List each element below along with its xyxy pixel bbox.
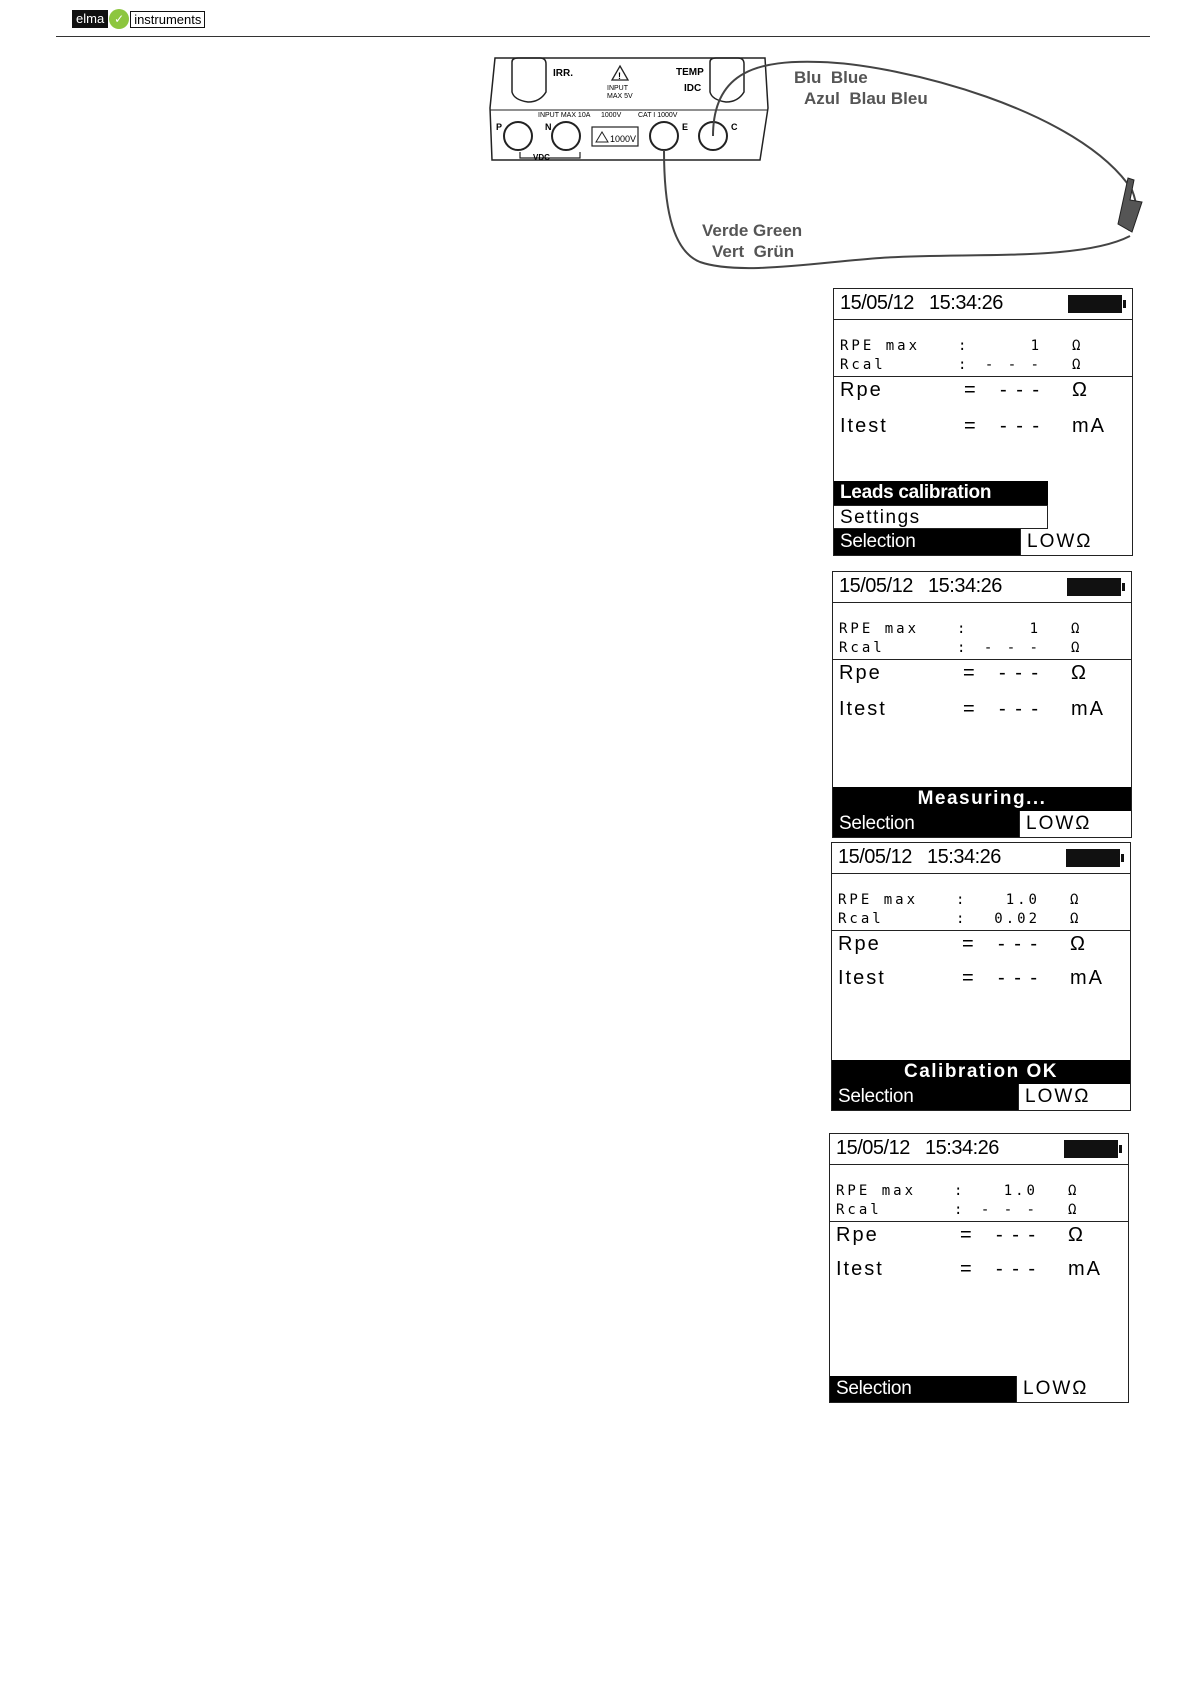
idc-socket	[710, 58, 744, 102]
rcal-label: Rcal	[840, 357, 886, 373]
rpe-max-label: RPE max	[839, 621, 920, 637]
rpe-label: Rpe	[838, 933, 881, 955]
temp-label: TEMP	[676, 67, 704, 78]
battery-icon	[1066, 849, 1120, 867]
terminal-n	[552, 122, 580, 150]
instrument-panel	[490, 58, 768, 160]
itest-label: Itest	[838, 967, 886, 989]
rpe-label: Rpe	[839, 662, 882, 684]
menu-item-settings[interactable]: Settings	[834, 505, 1048, 529]
rcal-value: - - -	[984, 357, 1042, 373]
brand-name-left: elma	[72, 10, 108, 28]
selection-softkey[interactable]: Selection	[833, 811, 1019, 837]
date-time: 15/05/12 15:34:26	[838, 846, 1001, 868]
blue-lead-label-1: Blu Blue	[794, 68, 868, 87]
rpe-max-label: RPE max	[836, 1183, 917, 1199]
instrument-screen-1: 15/05/12 15:34:26 RPE max : 1 Ω Rcal : - - - Ω Rpe = - - - Ω Itest = - - - mA Leads calibration Settings Selection LOWΩ	[833, 288, 1133, 556]
selection-softkey[interactable]: Selection	[830, 1376, 1016, 1402]
1000v-label: 1000V	[601, 112, 622, 119]
itest-label: Itest	[836, 1258, 884, 1280]
green-lead-label-2: Vert Grün	[712, 242, 795, 261]
instrument-screen-3: 15/05/12 15:34:26 RPE max : 1.0 Ω Rcal : 0.02 Ω Rpe = - - - Ω Itest = - - - mA Calibration OK Selection LOWΩ	[831, 842, 1131, 1111]
terminal-p	[504, 122, 532, 150]
battery-icon	[1068, 295, 1122, 313]
date-time: 15/05/12 15:34:26	[840, 292, 1003, 314]
probe-tip-icon	[1118, 178, 1142, 232]
rpe-max-label: RPE max	[838, 892, 919, 908]
status-banner: Calibration OK	[832, 1060, 1130, 1084]
svg-text:N: N	[545, 122, 552, 132]
blue-lead-label-2: Azul Blau Bleu	[804, 89, 928, 108]
itest-label: Itest	[839, 698, 887, 720]
irr-label: IRR.	[553, 68, 573, 79]
rpe-value: - - -	[998, 933, 1040, 955]
rpe-max-value: 1	[1029, 621, 1041, 637]
rcal-value: - - -	[980, 1202, 1038, 1218]
vdc-label: VDC	[533, 153, 550, 162]
battery-icon	[1067, 578, 1121, 596]
date-time: 15/05/12 15:34:26	[839, 575, 1002, 597]
selection-softkey[interactable]: Selection	[834, 529, 1020, 555]
mode-indicator: LOWΩ	[1019, 811, 1131, 837]
cat-label: CAT I 1000V	[638, 112, 678, 119]
rcal-label: Rcal	[836, 1202, 882, 1218]
svg-text:1000V: 1000V	[610, 134, 637, 144]
rcal-label: Rcal	[839, 640, 885, 656]
itest-value: - - -	[1000, 415, 1042, 437]
rpe-value: - - -	[999, 662, 1041, 684]
mode-indicator: LOWΩ	[1016, 1376, 1128, 1402]
blue-lead	[713, 62, 1136, 230]
rpe-label: Rpe	[840, 379, 883, 401]
rcal-value: - - -	[983, 640, 1041, 656]
status-banner: Measuring...	[833, 787, 1131, 811]
input-max-10a-label: INPUT MAX 10A	[538, 112, 591, 119]
terminal-e	[650, 122, 678, 150]
svg-text:MAX 5V: MAX 5V	[607, 93, 633, 100]
mode-indicator: LOWΩ	[1020, 529, 1132, 555]
svg-text:P: P	[496, 122, 503, 132]
input-max-5v-label: INPUT	[607, 85, 628, 92]
brand-name-right: instruments	[130, 11, 205, 28]
connection-diagram	[0, 0, 1190, 290]
popup-menu	[834, 481, 1048, 529]
itest-value: - - -	[996, 1258, 1038, 1280]
rcal-label: Rcal	[838, 911, 884, 927]
rpe-value: - - -	[1000, 379, 1042, 401]
mode-indicator: LOWΩ	[1018, 1084, 1130, 1110]
rcal-value: 0.02	[994, 911, 1040, 927]
rpe-max-value: 1.0	[1005, 892, 1040, 908]
irr-socket	[512, 58, 546, 102]
instrument-screen-4: 15/05/12 15:34:26 RPE max : 1.0 Ω Rcal : - - - Ω Rpe = - - - Ω Itest = - - - mA Selection LOWΩ	[829, 1133, 1129, 1403]
rpe-max-value: 1.0	[1003, 1183, 1038, 1199]
svg-text:E: E	[682, 122, 689, 132]
rpe-label: Rpe	[836, 1224, 879, 1246]
battery-icon	[1064, 1140, 1118, 1158]
svg-text:!: !	[618, 71, 621, 81]
svg-text:C: C	[731, 122, 738, 132]
itest-value: - - -	[998, 967, 1040, 989]
idc-label: IDC	[684, 83, 702, 94]
leaf-icon: ✓	[109, 9, 129, 29]
itest-value: - - -	[999, 698, 1041, 720]
rpe-max-value: 1	[1030, 338, 1042, 354]
instrument-screen-2: 15/05/12 15:34:26 RPE max : 1 Ω Rcal : - - - Ω Rpe = - - - Ω Itest = - - - mA Measuring... Selection LOWΩ	[832, 571, 1132, 838]
rpe-value: - - -	[996, 1224, 1038, 1246]
menu-item-leads-calibration[interactable]: Leads calibration	[834, 481, 1048, 505]
selection-softkey[interactable]: Selection	[832, 1084, 1018, 1110]
date-time: 15/05/12 15:34:26	[836, 1137, 999, 1159]
green-lead-label-1: Verde Green	[702, 221, 803, 240]
rpe-max-label: RPE max	[840, 338, 921, 354]
itest-label: Itest	[840, 415, 888, 437]
